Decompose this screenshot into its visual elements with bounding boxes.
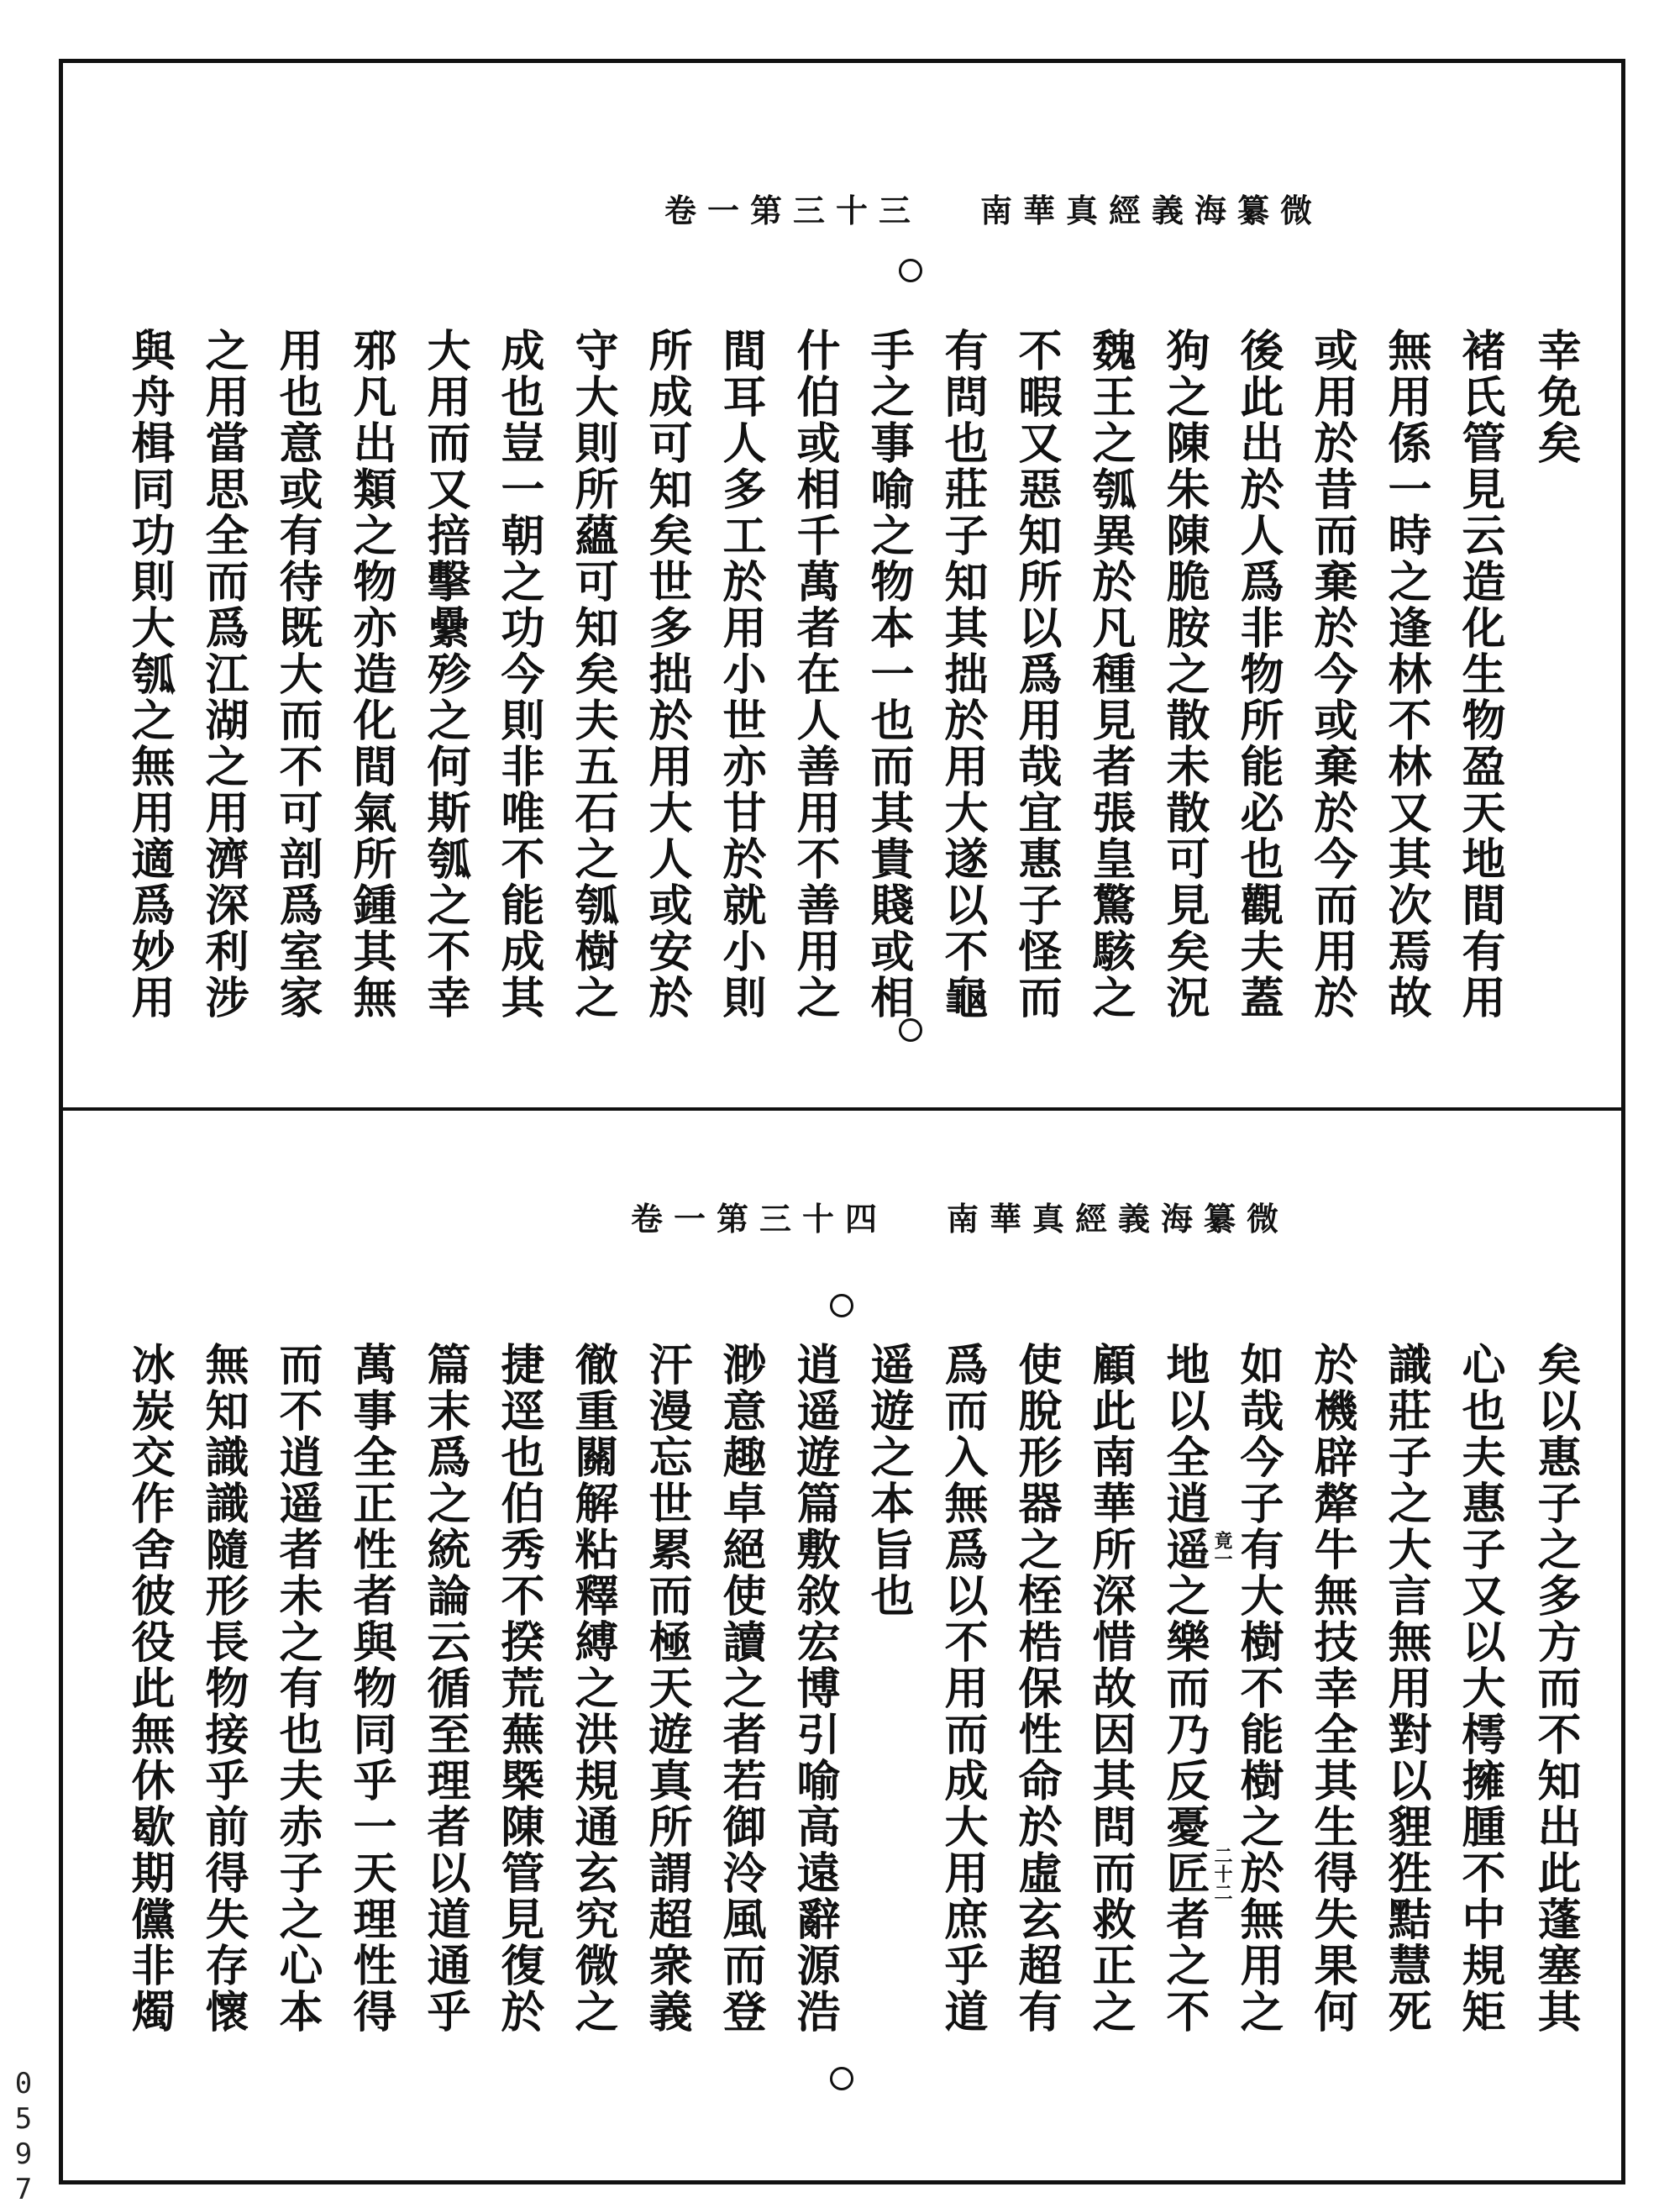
text-column: 邪凡出類之物亦造化間氣所鍾其無 <box>345 328 396 1021</box>
text-column: 捷逕也伯秀不揆荒蕪槩陳管見復於 <box>493 1342 544 2035</box>
book-title: 南華真經義海纂微 <box>946 1200 1289 1238</box>
text-column: 後此出於人爲非物所能必也觀夫蓋 <box>1232 328 1284 1021</box>
volume-page-label: 卷一第三十三 <box>664 192 921 229</box>
text-column: 或用於昔而棄於今或棄於今而用於 <box>1306 328 1357 1021</box>
text-column: 與舟楫同功則大瓠之無用適爲妙用 <box>123 328 175 1021</box>
text-column: 狗之陳朱陳脆胺之散未散可見矣況 <box>1158 328 1210 1021</box>
section-number-mark: 二十二 <box>1211 1846 1233 1901</box>
text-column: 逍遥遊篇敷敘宏博引喻高遠辭源浩 <box>789 1342 840 2035</box>
punctuation-circle <box>899 259 922 282</box>
text-column: 心也夫惠子又以大樗擁腫不中規矩 <box>1454 1342 1505 2035</box>
text-column: 幸免矣 <box>1530 328 1581 466</box>
book-title: 南華真經義海纂微 <box>979 192 1323 229</box>
text-column: 地以全逍遥之樂而乃反憂匠者之不 <box>1158 1342 1210 2035</box>
punctuation-circle <box>830 1294 853 1317</box>
text-column: 顧此南華所深惜故因其問而救正之 <box>1084 1342 1136 2035</box>
volume-page-label: 卷一第三十四 <box>630 1200 888 1238</box>
text-column: 褚氏管見云造化生物盈天地間有用 <box>1454 328 1505 1021</box>
text-column: 而不逍遥者未之有也夫赤子之心本 <box>271 1342 323 2035</box>
text-column: 識莊子之大言無用對以貍狌黠慧死 <box>1380 1342 1431 2035</box>
page-panel-upper <box>59 59 1625 1111</box>
page-panel-lower <box>59 1111 1625 2184</box>
text-column: 魏王之瓠異於凡種見者張皇驚駭之 <box>1084 328 1136 1021</box>
text-column: 不暇又惡知所以爲用哉宜惠子怪而 <box>1011 328 1062 1021</box>
text-column: 無用係一時之逢林不林又其次焉故 <box>1380 328 1431 1021</box>
text-columns <box>112 1342 1592 2148</box>
text-column: 大用而又掊擊纍殄之何斯瓠之不幸 <box>419 328 470 1021</box>
text-column: 有問也莊子知其拙於用大遂以不龜 <box>937 328 988 1021</box>
text-column: 篇末爲之統論云循至理者以道通乎 <box>419 1342 470 2035</box>
text-column: 間耳人多工於用小世亦甘於就小則 <box>715 328 766 1021</box>
text-column: 之用當思全而爲江湖之用濟深利涉 <box>197 328 249 1021</box>
text-column: 渺意趣卓絕使讀之者若御泠風而登 <box>715 1342 766 2035</box>
text-column: 手之事喻之物本一也而其貴賤或相 <box>863 328 914 1021</box>
text-column: 徹重關解粘釋縛之洪規通玄究微之 <box>567 1342 618 2035</box>
text-column: 成也豈一朝之功今則非唯不能成其 <box>493 328 544 1021</box>
text-column: 爲而入無爲以不用而成大用庶乎道 <box>937 1342 988 2035</box>
text-column: 矣以惠子之多方而不知出此蓬塞其 <box>1530 1342 1581 2035</box>
running-header <box>631 1193 1289 1239</box>
text-columns <box>112 328 1592 1101</box>
text-column: 冰炭交作舍彼役此無休歇期儻非燭 <box>123 1342 175 2035</box>
text-column: 如哉今子有大樹不能樹之於無用之 <box>1232 1342 1284 2035</box>
text-column: 無知識識隨形長物接乎前得失存懷 <box>197 1342 249 2035</box>
text-column: 遥遊之本旨也 <box>863 1342 914 1619</box>
text-column: 於機辟犛牛無技幸全其生得失果何 <box>1306 1342 1357 2035</box>
text-column: 汗漫忘世累而極天遊真所謂超衆義 <box>641 1342 692 2035</box>
chapter-end-mark: 竟一 <box>1211 1531 1233 1568</box>
text-column: 用也意或有待既大而不可剖爲室家 <box>271 328 323 1021</box>
text-column: 使脫形器之桎梏保性命於虛玄超有 <box>1011 1342 1062 2035</box>
page-number: 0597 <box>7 2067 40 2208</box>
running-header <box>664 185 1323 231</box>
text-column: 守大則所蘊可知矣夫五石之瓠樹之 <box>567 328 618 1021</box>
text-column: 什伯或相千萬者在人善用不善用之 <box>789 328 840 1021</box>
text-column: 萬事全正性者與物同乎一天理性得 <box>345 1342 396 2035</box>
text-column: 所成可知矣世多拙於用大人或安於 <box>641 328 692 1021</box>
